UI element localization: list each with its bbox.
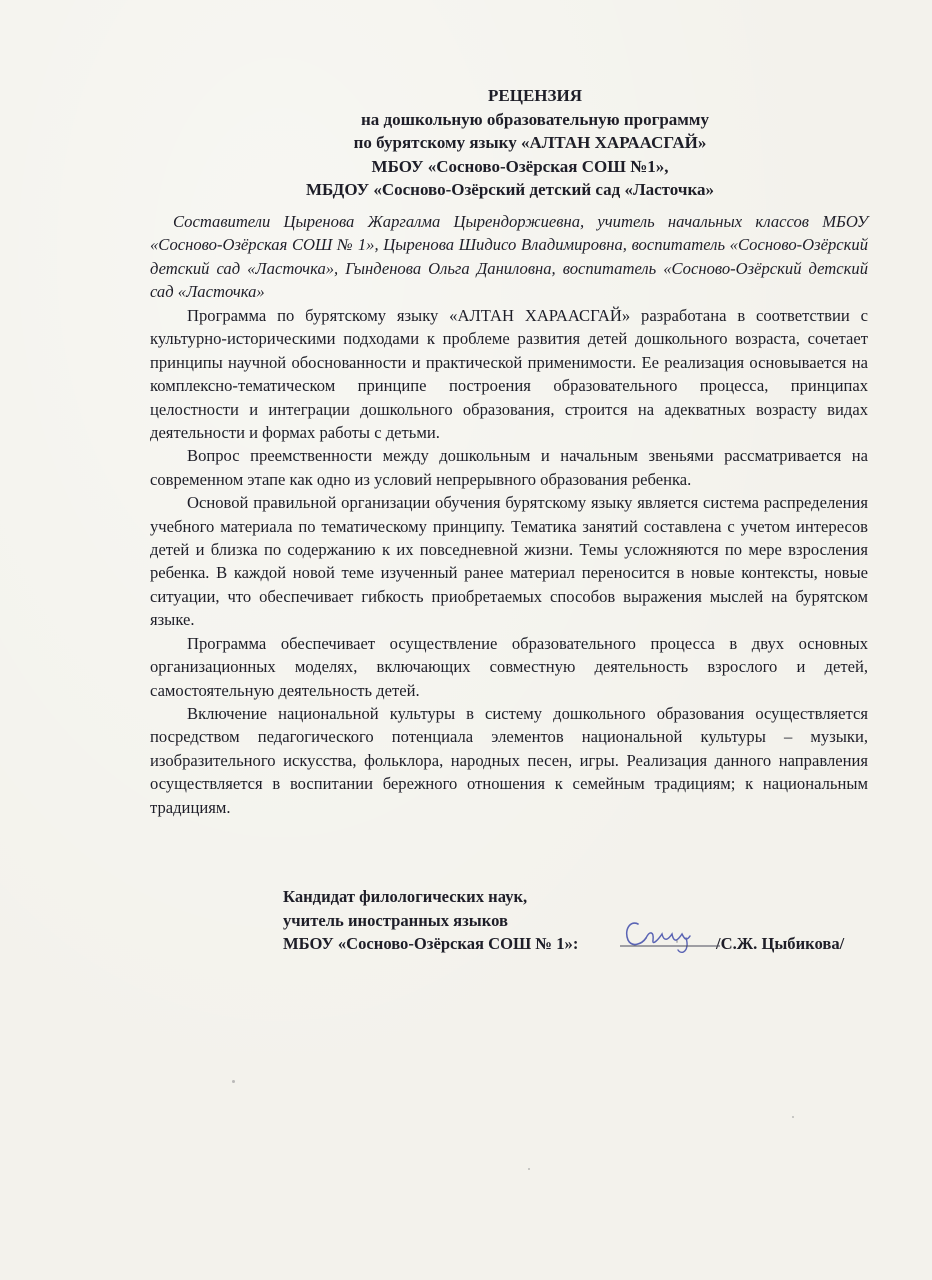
paper-speck (792, 1116, 794, 1118)
paper-speck (676, 940, 678, 943)
header-line-kindergarten: МБДОУ «Сосново-Озёрский детский сад «Ласточка» (306, 180, 714, 199)
authors-text: Составители Цыренова Жаргалма Цырендоржиевна, учитель начальных классов МБОУ «Сосново-Озёрская СОШ № 1», Цыренова Шидисо Владимировна, воспитатель «Сосново-Озёрский детский сад «Ласточка», Гынденова Ольга Даниловна, воспитатель «Сосново-Озёрский детский сад «Ласточка» (150, 212, 868, 302)
paragraph-organization: Основой правильной организации обучения бурятскому языку является система распределения учебного материала по тематическому принципу. Тематика занятий составлена с учетом интересов детей и близка по содержанию к их повседневной жизни. Темы усложняются по мере взросления ребенка. В каждой новой теме изученный ранее материал переносится в новые контексты, новые ситуации, что обеспечивает гибкость приобретаемых способов выражения мыслей на бурятском языке. (150, 493, 868, 630)
review-body (150, 304, 868, 819)
handwritten-signature (620, 910, 720, 960)
paragraph-culture: Включение национальной культуры в систему дошкольного образования осуществляется посредством педагогического потенциала элементов национальной культуры – музыки, изобразительного искусства, фольклора, народных песен, игры. Реализация данного направления осуществляется в воспитании бережного отношения к семейным традициям; к национальным традициям. (150, 703, 868, 817)
document-title: РЕЦЕНЗИЯ (488, 86, 582, 105)
header-line-language: по бурятскому языку «АЛТАН ХАРААСГАЙ» (353, 133, 707, 152)
header-line-school: МБОУ «Сосново-Озёрская СОШ №1», (371, 156, 669, 176)
paper-speck (232, 1080, 235, 1083)
header-line-program: на дошкольную образовательную программу (361, 109, 709, 129)
paragraph-models: Программа обеспечивает осуществление образовательного процесса в двух основных организационных моделях, включающих совместную деятельность взрослого и детей, самостоятельную деятельность детей. (150, 633, 868, 700)
document-header (150, 84, 870, 202)
authors-block (150, 210, 868, 304)
reviewer-organization: МБОУ «Сосново-Озёрская СОШ № 1»: (283, 934, 579, 953)
paragraph-continuity: Вопрос преемственности между дошкольным и начальным звеньями рассматривается на современном этапе как одно из условий непрерывного образования ребенка. (150, 446, 868, 489)
reviewer-credentials (283, 885, 527, 932)
reviewer-name: /С.Ж. Цыбикова/ (716, 934, 845, 953)
reviewer-position: учитель иностранных языков (283, 910, 508, 930)
paper-speck (528, 1168, 530, 1170)
reviewer-degree: Кандидат филологических наук, (283, 887, 528, 906)
signature-line (283, 932, 845, 956)
paragraph-program: Программа по бурятскому языку «АЛТАН ХАРААСГАЙ» разработана в соответствии с культурно-историческими подходами к проблеме развития детей дошкольного возраста, сочетает принципы научной обоснованности и практической применимости. Ее реализация основывается на комплексно-тематическом принципе построения образовательного процесса, принципах целостности и интеграции дошкольного образования, строится на адекватных возрасту видах деятельности и формах работы с детьми. (150, 306, 868, 443)
